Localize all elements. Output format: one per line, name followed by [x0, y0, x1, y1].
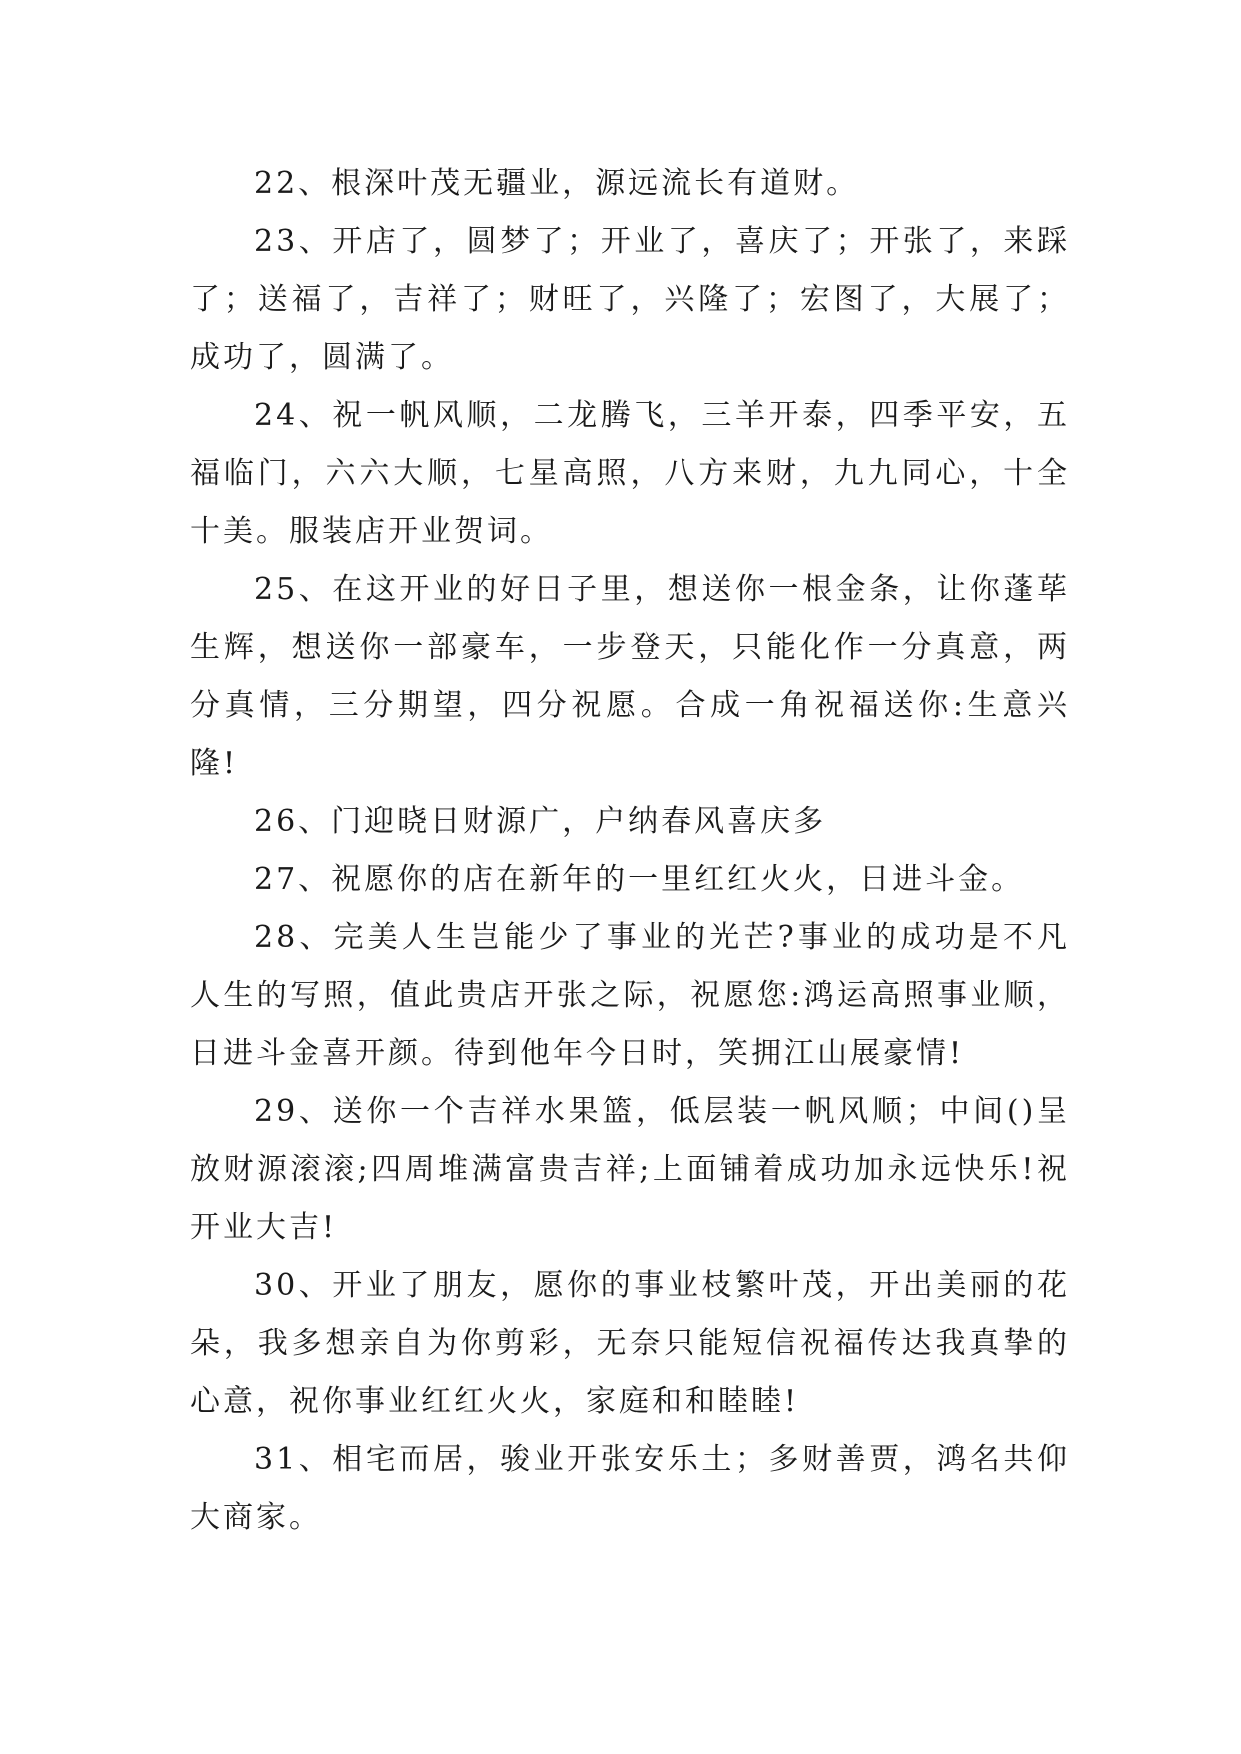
document-body [190, 155, 1070, 1547]
paragraph-25: 25、在这开业的好日子里，想送你一根金条，让你蓬荜生辉，想送你一部豪车，一步登天，只能化作一分真意，两分真情，三分期望，四分祝愿。合成一角祝福送你:生意兴隆! [190, 572, 1070, 781]
paragraph-31: 31、相宅而居，骏业开张安乐土；多财善贾，鸿名共仰大商家。 [190, 1442, 1070, 1535]
paragraph-26: 26、门迎晓日财源广，户纳春风喜庆多 [254, 804, 827, 839]
paragraph-22: 22、根深叶茂无疆业，源远流长有道财。 [254, 166, 860, 201]
paragraph-29: 29、送你一个吉祥水果篮，低层装一帆风顺；中间()呈放财源滚滚;四周堆满富贵吉祥;上面铺着成功加永远快乐!祝开业大吉! [190, 1094, 1070, 1245]
paragraph-28: 28、完美人生岂能少了事业的光芒?事业的成功是不凡人生的写照，值此贵店开张之际，祝愿您:鸿运高照事业顺，日进斗金喜开颜。待到他年今日时，笑拥江山展豪情! [190, 920, 1070, 1071]
paragraph-23: 23、开店了，圆梦了；开业了，喜庆了；开张了，来踩了；送福了，吉祥了；财旺了，兴隆了；宏图了，大展了；成功了，圆满了。 [190, 224, 1070, 375]
paragraph-27: 27、祝愿你的店在新年的一里红红火火，日进斗金。 [254, 862, 1025, 897]
paragraph-30: 30、开业了朋友，愿你的事业枝繁叶茂，开出美丽的花朵，我多想亲自为你剪彩，无奈只能短信祝福传达我真挚的心意，祝你事业红红火火，家庭和和睦睦! [190, 1268, 1070, 1419]
paragraph-24: 24、祝一帆风顺，二龙腾飞，三羊开泰，四季平安，五福临门，六六大顺，七星高照，八方来财，九九同心，十全十美。服装店开业贺词。 [190, 398, 1070, 549]
